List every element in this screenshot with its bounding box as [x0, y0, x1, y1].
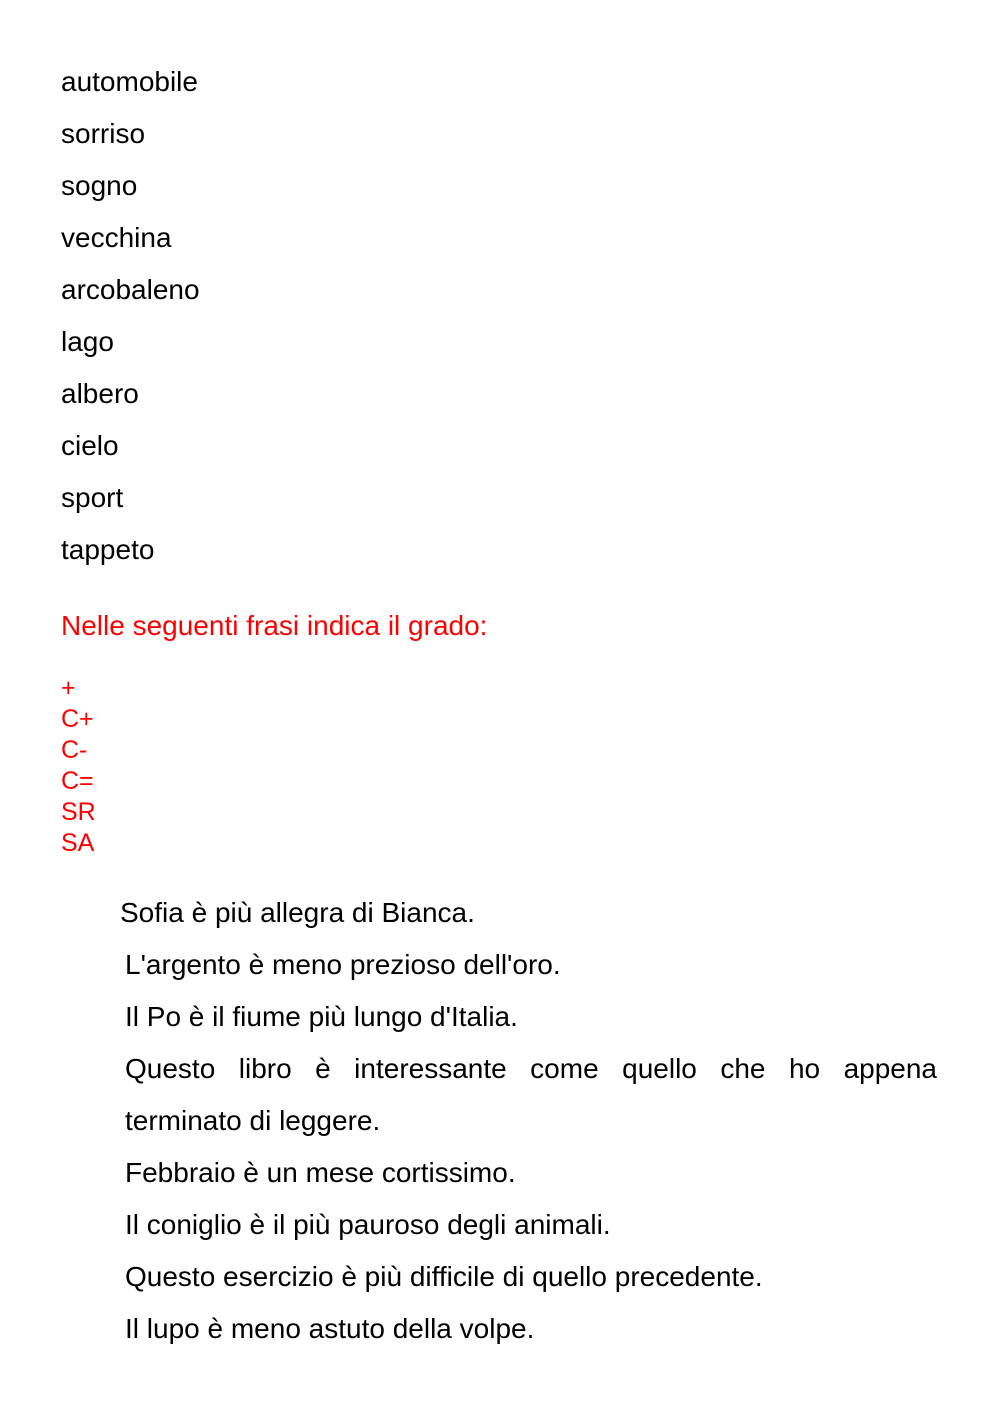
word-item: automobile — [61, 66, 198, 97]
instruction-heading: Nelle seguenti frasi indica il grado: — [61, 610, 488, 641]
word-item: sogno — [61, 170, 138, 201]
sentence: L'argento è meno prezioso dell'oro. — [125, 949, 561, 980]
legend-item: C+ — [61, 705, 94, 733]
word-item: tappeto — [61, 534, 155, 565]
sentence: Il Po è il fiume più lungo d'Italia. — [125, 1001, 518, 1032]
sentence: Sofia è più allegra di Bianca. — [120, 897, 475, 928]
legend-item: SR — [61, 798, 96, 826]
sentence: Questo esercizio è più difficile di quello precedente. — [125, 1261, 763, 1292]
word-item: arcobaleno — [61, 274, 200, 305]
sentence: Il coniglio è il più pauroso degli animali. — [125, 1209, 611, 1240]
word-item: sorriso — [61, 118, 146, 149]
sentence-line: terminato di leggere. — [125, 1105, 381, 1136]
sentence: Il lupo è meno astuto della volpe. — [125, 1313, 535, 1344]
word-item: cielo — [61, 430, 119, 461]
word-list — [61, 56, 200, 576]
word-item: lago — [61, 326, 114, 357]
word-item: albero — [61, 378, 139, 409]
sentence — [125, 1043, 937, 1147]
sentence: Febbraio è un mese cortissimo. — [125, 1157, 516, 1188]
sentence-list — [120, 887, 937, 1355]
word-item: vecchina — [61, 222, 172, 253]
legend-item: + — [61, 674, 76, 702]
legend-item: C- — [61, 736, 88, 764]
word-item: sport — [61, 482, 124, 513]
degree-legend — [61, 673, 96, 859]
sentence-line: Questo libro è interessante come quello che ho appena — [125, 1053, 937, 1084]
legend-item: SA — [61, 829, 95, 857]
legend-item: C= — [61, 767, 94, 795]
